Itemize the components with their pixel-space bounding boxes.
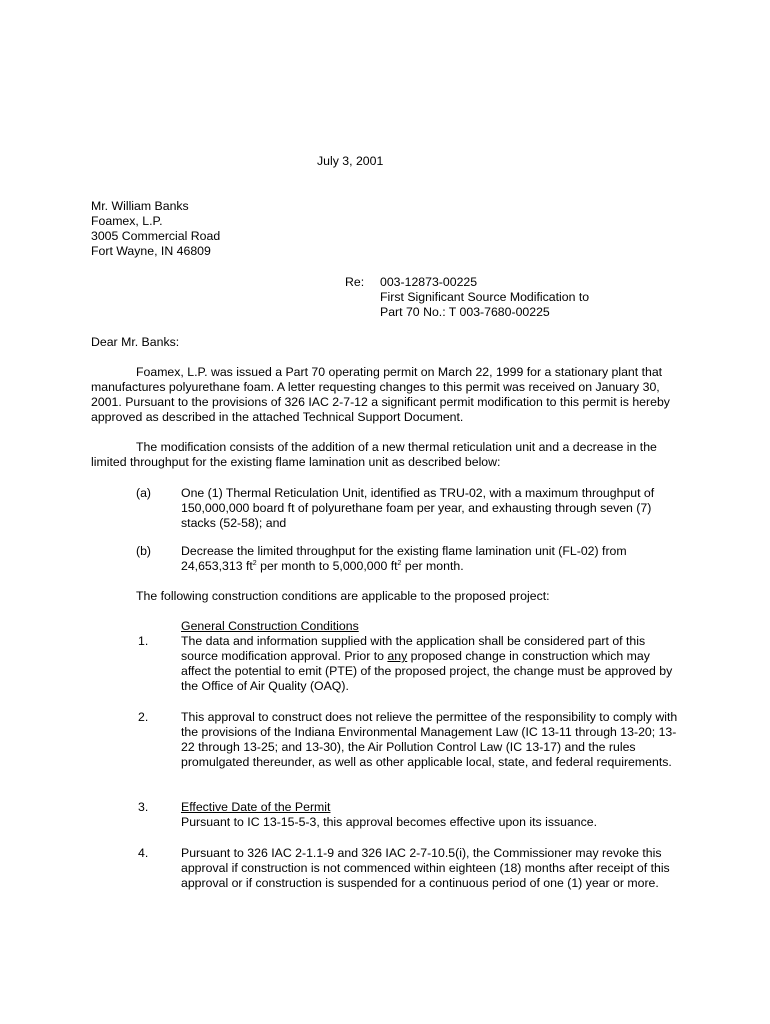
item-a-marker: (a)	[136, 486, 152, 500]
condition-3-heading: Effective Date of the Permit	[181, 800, 331, 814]
condition-1-underlined: any	[387, 649, 408, 663]
condition-2-number: 2.	[138, 710, 149, 724]
item-b-text-3: per month.	[401, 559, 464, 573]
condition-1-text-2: proposed change in construction which may affect the potential to emit (PTE) of the proposed project, the change must be approved by the Office of Air Quality (OAQ).	[181, 649, 673, 693]
condition-4-text: Pursuant to 326 IAC 2-1.1-9 and 326 IAC 2-7-10.5(i), the Commissioner may revoke this approval if construction is not commenced within eighteen (18) months after receipt of this approval or if construction is suspended for a continuous period of one (1) year or more.	[181, 846, 670, 890]
item-b-text-1: Decrease the limited throughput for the existing flame lamination unit (FL-02) from 24,653,313 ft	[181, 544, 627, 573]
condition-3-number: 3.	[138, 800, 149, 814]
paragraph-conditions-intro: The following construction conditions are applicable to the proposed project:	[136, 589, 550, 603]
conditions-heading-text: General Construction Conditions	[181, 619, 359, 633]
condition-1-text	[181, 634, 681, 694]
re-label: Re:	[345, 275, 365, 289]
recipient-name: Mr. William Banks	[91, 199, 189, 213]
condition-1	[91, 634, 681, 694]
re-line-1: 003-12873-00225	[380, 275, 478, 289]
salutation: Dear Mr. Banks:	[91, 335, 180, 349]
item-b-text-2: per month to 5,000,000 ft	[256, 559, 398, 573]
condition-4-number: 4.	[138, 846, 149, 860]
recipient-city: Fort Wayne, IN 46809	[91, 244, 211, 258]
list-item-b	[91, 544, 681, 574]
recipient-address	[91, 199, 220, 259]
condition-4	[91, 846, 681, 891]
recipient-street: 3005 Commercial Road	[91, 229, 221, 243]
re-reference	[380, 275, 589, 320]
paragraph-permit-history: Foamex, L.P. was issued a Part 70 operating permit on March 22, 1999 for a stationary plant that manufactures polyurethane foam. A letter requesting changes to this permit was received on January 30, 2001. Pursuant to the provisions of 326 IAC 2-7-12 a significant permit modification to this permit is hereby approved as described in the attached Technical Support Document.	[91, 365, 670, 424]
item-b-marker: (b)	[136, 544, 152, 558]
condition-3	[91, 800, 681, 830]
paragraph-modification: The modification consists of the addition of a new thermal reticulation unit and a decrease in the limited throughput for the existing flame lamination unit as described below:	[91, 440, 657, 469]
item-b-superscript-2: 2	[397, 559, 402, 567]
item-a-text: One (1) Thermal Reticulation Unit, identified as TRU-02, with a maximum throughput of 150,000,000 board ft of polyurethane foam per year, and exhausting through seven (7) stacks (52-58); and	[181, 486, 655, 530]
item-b-superscript-1: 2	[252, 559, 257, 567]
re-line-2: First Significant Source Modification to	[380, 290, 590, 304]
letter-date: July 3, 2001	[317, 154, 384, 168]
condition-1-number: 1.	[138, 634, 149, 648]
re-line-3: Part 70 No.: T 003-7680-00225	[380, 305, 550, 319]
condition-1-text-1: The data and information supplied with the application shall be considered part of this source modification approval. Prior to	[181, 634, 646, 663]
list-item-a	[91, 486, 681, 531]
conditions-heading	[181, 619, 359, 634]
recipient-company: Foamex, L.P.	[91, 214, 163, 228]
item-b-text	[181, 544, 681, 574]
condition-2-text: This approval to construct does not relieve the permittee of the responsibility to comply with the provisions of the Indiana Environmental Management Law (IC 13-11 through 13-20; 13-22 through 13-25; and 13-30), the Air Pollution Control Law (IC 13-17) and the rules promulgated thereunder, as well as other applicable local, state, and federal requirements.	[181, 710, 678, 769]
condition-3-text: Pursuant to IC 13-15-5-3, this approval becomes effective upon its issuance.	[181, 815, 598, 829]
condition-3-body	[181, 800, 681, 830]
condition-2	[91, 710, 681, 770]
